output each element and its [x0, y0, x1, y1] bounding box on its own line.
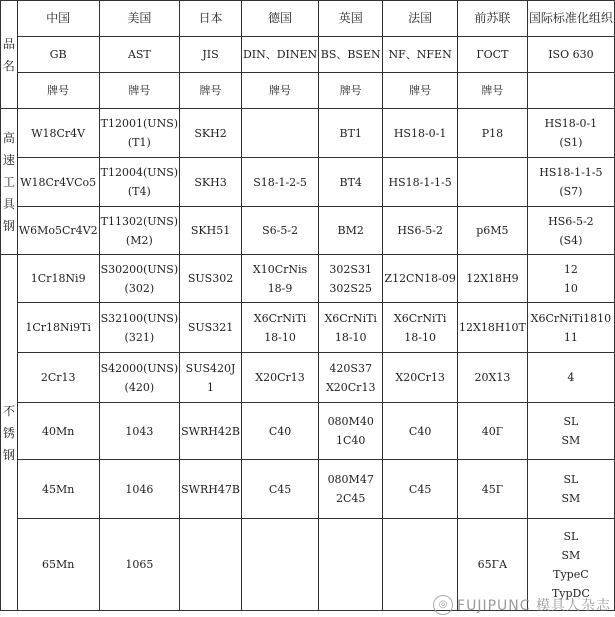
grade-cell: 302S31 302S25 [319, 255, 383, 303]
grade-cell: X20Cr13 [241, 353, 318, 403]
grade-cell [319, 519, 383, 611]
table-row [1, 303, 615, 353]
table-row [1, 353, 615, 403]
grade-cell [180, 519, 242, 611]
grade-cell: SL SM TypeC TypDC [527, 519, 614, 611]
grade-cell: 20X13 [458, 353, 528, 403]
header-standard-6: ГОСТ [458, 37, 528, 73]
header-country-4: 英国 [319, 1, 383, 37]
header-grade-label-1: 牌号 [99, 73, 180, 109]
grade-cell: SKH3 [180, 158, 242, 207]
grade-cell: T12001(UNS) (T1) [99, 109, 180, 158]
header-standard-2: JIS [180, 37, 242, 73]
grade-cell: 40Mn [17, 403, 99, 460]
grade-cell: S30200(UNS) (302) [99, 255, 180, 303]
grade-cell: S42000(UNS) (420) [99, 353, 180, 403]
group-stainless-steel: 不 锈 钢 [1, 255, 18, 611]
header-grade-label-6: 牌号 [458, 73, 528, 109]
grade-cell: 1043 [99, 403, 180, 460]
grade-cell: W18Cr4VCo5 [17, 158, 99, 207]
header-standard-1: AST [99, 37, 180, 73]
grade-cell: W6Mo5Cr4V2 [17, 207, 99, 255]
grade-cell: SUS420J 1 [180, 353, 242, 403]
grade-cell: C40 [383, 403, 458, 460]
grade-cell: HS6-5-2 [383, 207, 458, 255]
grade-cell: 080M40 1C40 [319, 403, 383, 460]
table-row [1, 255, 615, 303]
grade-cell: X6CrNiTi 18-10 [383, 303, 458, 353]
grade-cell: 40Г [458, 403, 528, 460]
grade-cell: SL SM [527, 460, 614, 519]
table-row [1, 403, 615, 460]
grade-cell: X6CrNiTi 18-10 [319, 303, 383, 353]
header-standard-0: GB [17, 37, 99, 73]
header-country-3: 德国 [241, 1, 318, 37]
grade-cell: 65ГА [458, 519, 528, 611]
group-high-speed-steel: 高 速 工 具 钢 [1, 109, 18, 255]
table-row [1, 37, 615, 73]
grade-cell: 1065 [99, 519, 180, 611]
grade-cell: SWRH42B [180, 403, 242, 460]
header-country-7: 国际标准化组织 [527, 1, 614, 37]
grade-cell: 45Г [458, 460, 528, 519]
header-standard-4: BS、BSEN [319, 37, 383, 73]
header-grade-label-4: 牌号 [319, 73, 383, 109]
header-standard-3: DIN、DINEN [241, 37, 318, 73]
grade-cell: p6M5 [458, 207, 528, 255]
header-grade-label-7 [527, 73, 614, 109]
grade-cell: 12X18H10T [458, 303, 528, 353]
grade-cell: 65Mn [17, 519, 99, 611]
header-country-5: 法国 [383, 1, 458, 37]
grade-cell: SL SM [527, 403, 614, 460]
table-row [1, 109, 615, 158]
grade-cell [458, 158, 528, 207]
grade-cell: SUS302 [180, 255, 242, 303]
table-row [1, 1, 615, 37]
header-grade-label-0: 牌号 [17, 73, 99, 109]
header-country-0: 中国 [17, 1, 99, 37]
grade-cell: 1Cr18Ni9 [17, 255, 99, 303]
grade-cell: 1046 [99, 460, 180, 519]
grade-cell: S32100(UNS) (321) [99, 303, 180, 353]
table-row [1, 158, 615, 207]
header-country-6: 前苏联 [458, 1, 528, 37]
grade-cell [241, 519, 318, 611]
grade-cell: SWRH47B [180, 460, 242, 519]
grade-cell: X6CrNiTi 18-10 [241, 303, 318, 353]
table-row [1, 460, 615, 519]
grade-cell: 080M47 2C45 [319, 460, 383, 519]
table-row [1, 207, 615, 255]
grade-cell: 2Cr13 [17, 353, 99, 403]
header-grade-label-3: 牌号 [241, 73, 318, 109]
grade-cell [241, 109, 318, 158]
header-grade-label-5: 牌号 [383, 73, 458, 109]
watermark [433, 595, 611, 615]
header-country-1: 美国 [99, 1, 180, 37]
grade-cell: S18-1-2-5 [241, 158, 318, 207]
grade-cell: X6CrNiTi1810 11 [527, 303, 614, 353]
grade-cell: 4 [527, 353, 614, 403]
grade-cell: HS6-5-2 (S4) [527, 207, 614, 255]
grade-cell: BT4 [319, 158, 383, 207]
grade-cell: BT1 [319, 109, 383, 158]
grade-cell: X20Cr13 [383, 353, 458, 403]
wechat-icon: ◎ [433, 595, 453, 615]
grade-cell: SKH2 [180, 109, 242, 158]
grade-cell: 12X18H9 [458, 255, 528, 303]
header-pin-label: 品 名 [1, 1, 18, 109]
grade-cell: SUS321 [180, 303, 242, 353]
grade-cell: 45Mn [17, 460, 99, 519]
grade-cell: SKH51 [180, 207, 242, 255]
grade-cell: T11302(UNS) (M2) [99, 207, 180, 255]
grade-cell: Z12CN18-09 [383, 255, 458, 303]
grade-cell: HS18-1-1-5 (S7) [527, 158, 614, 207]
grade-cell: 1Cr18Ni9Ti [17, 303, 99, 353]
grade-cell: C45 [241, 460, 318, 519]
grade-cell: 420S37 X20Cr13 [319, 353, 383, 403]
grade-cell: HS18-0-1 (S1) [527, 109, 614, 158]
header-country-2: 日本 [180, 1, 242, 37]
header-standard-5: NF、NFEN [383, 37, 458, 73]
grade-cell: HS18-0-1 [383, 109, 458, 158]
grade-cell: W18Cr4V [17, 109, 99, 158]
grade-cell: S6-5-2 [241, 207, 318, 255]
grade-cell: T12004(UNS) (T4) [99, 158, 180, 207]
header-grade-label-2: 牌号 [180, 73, 242, 109]
grade-cell: C40 [241, 403, 318, 460]
grade-cell: BM2 [319, 207, 383, 255]
table-row [1, 73, 615, 109]
header-standard-7: ISO 630 [527, 37, 614, 73]
grade-cell: C45 [383, 460, 458, 519]
watermark-text: FUJIPUNC 模具人杂志 [457, 598, 611, 614]
grade-cell: P18 [458, 109, 528, 158]
grade-cell: X10CrNis 18-9 [241, 255, 318, 303]
grade-cell: 12 10 [527, 255, 614, 303]
grade-cell: HS18-1-1-5 [383, 158, 458, 207]
